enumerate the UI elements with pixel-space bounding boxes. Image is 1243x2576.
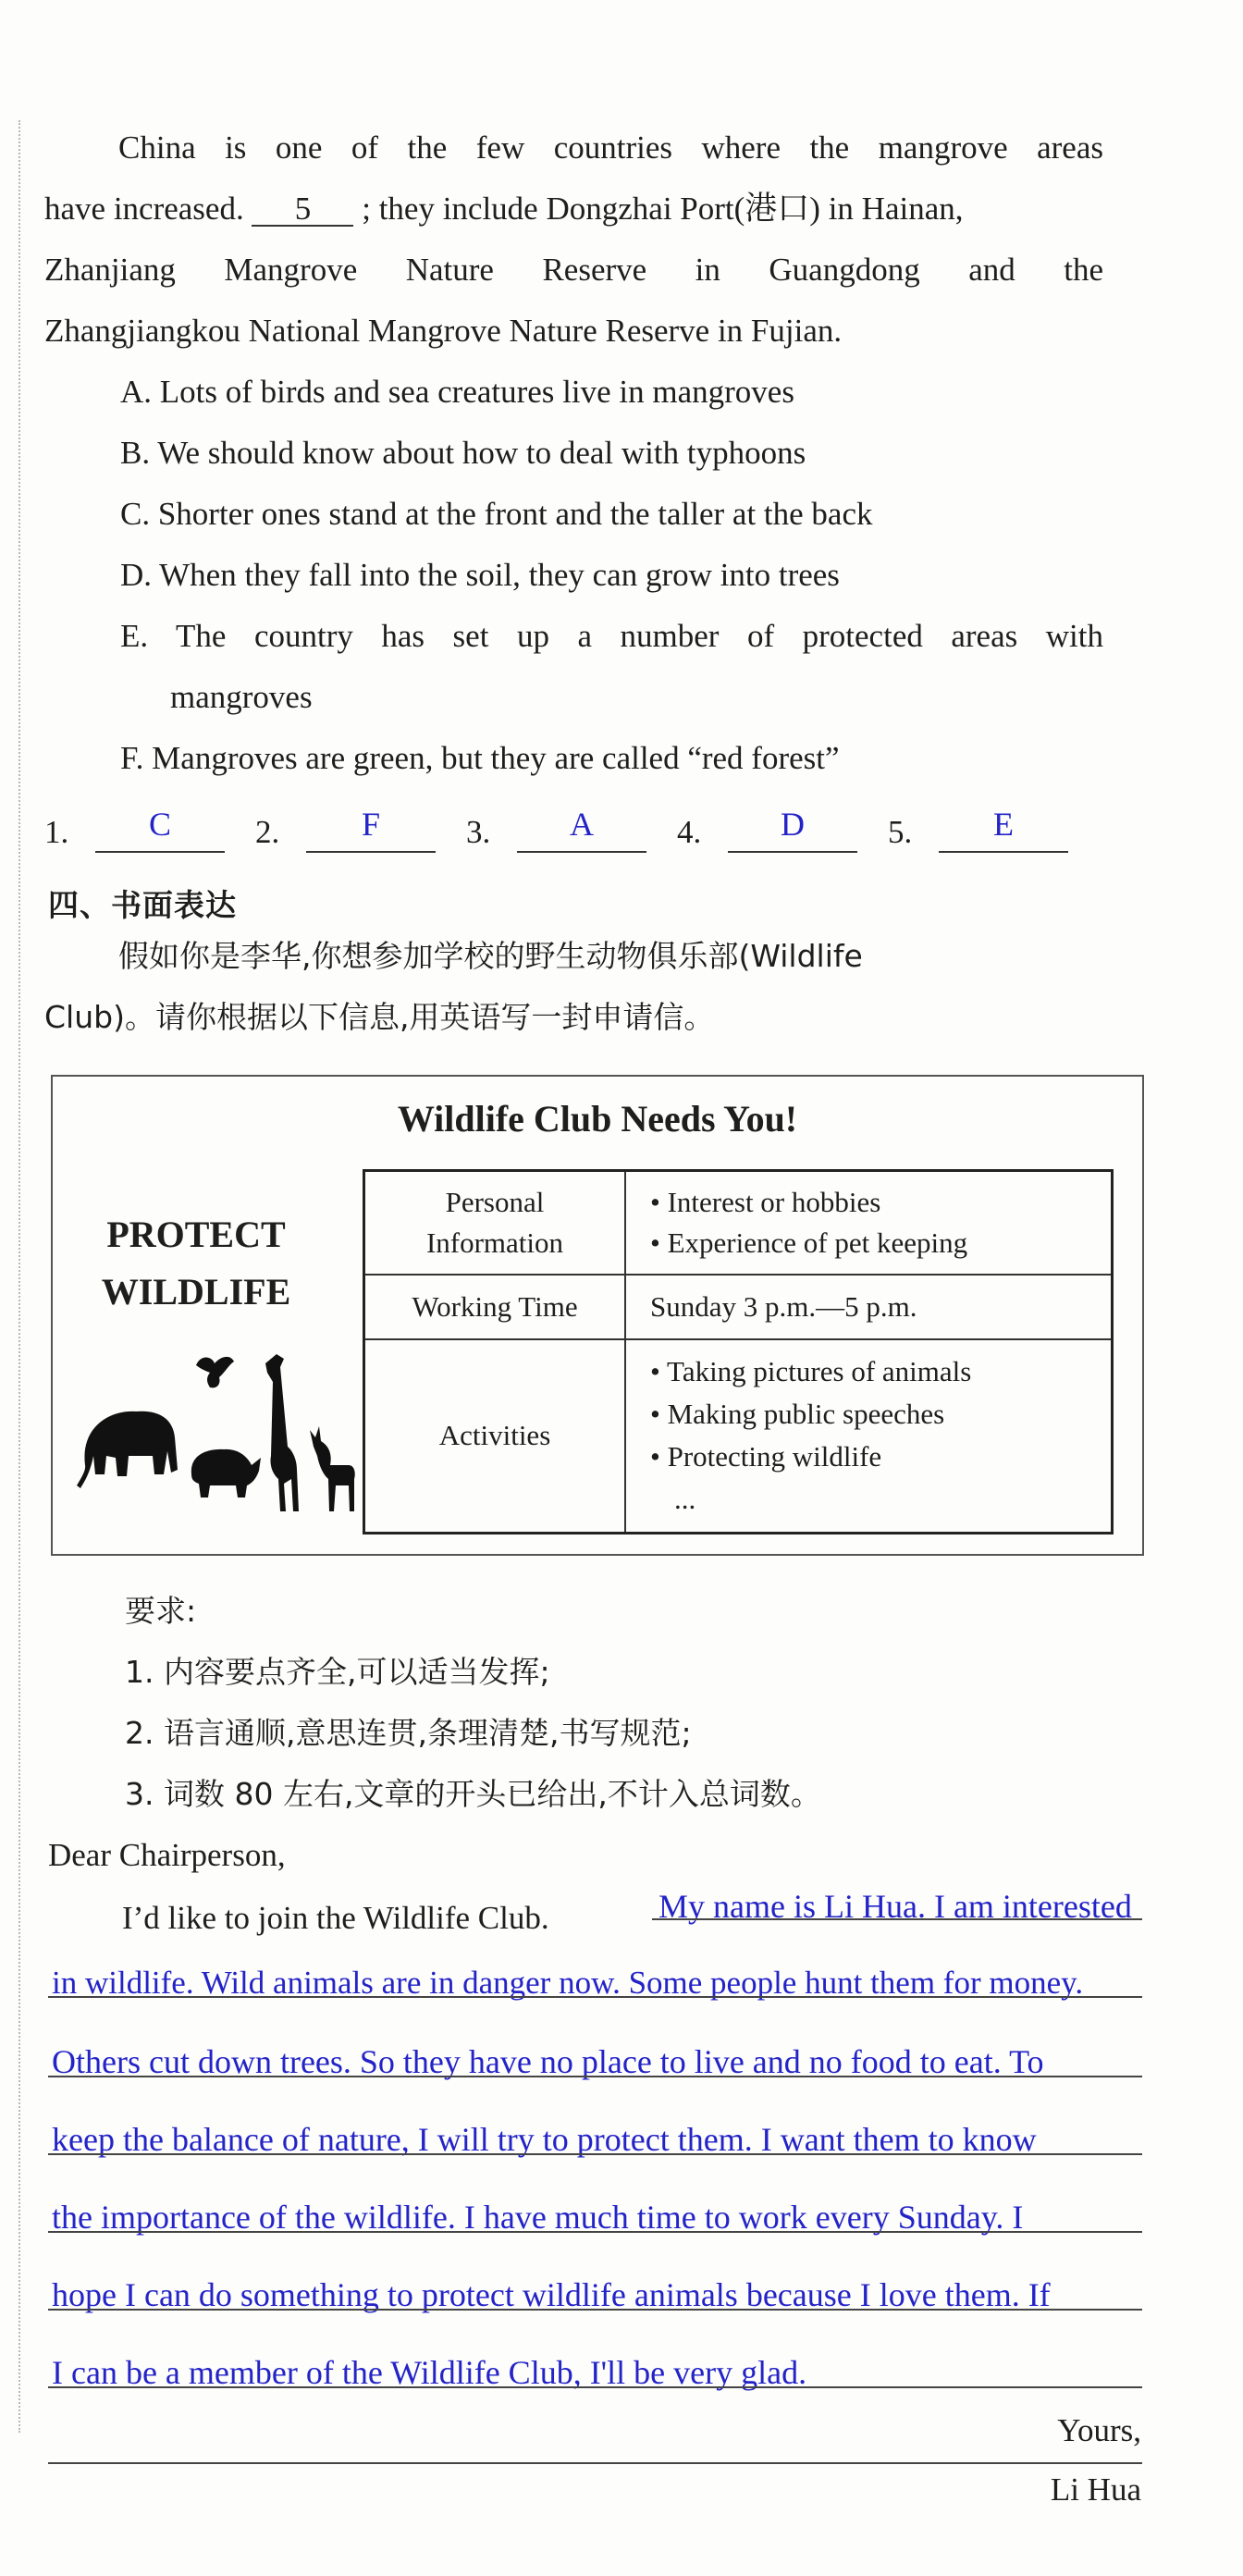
row-value-activities bbox=[625, 1339, 1113, 1534]
writing-line bbox=[48, 2153, 1142, 2155]
requirement-2: 2. 语言通顺,意思连贯,条理清楚,书写规范; bbox=[125, 1715, 692, 1751]
requirement-1: 1. 内容要点齐全,可以适当发挥; bbox=[125, 1654, 550, 1690]
row-label-working-time: Working Time bbox=[364, 1275, 626, 1339]
passage-line-3: Zhanjiang Mangrove Nature Reserve in Guangdong and the bbox=[44, 252, 1103, 288]
writing-line bbox=[652, 1918, 1142, 1920]
list-item: • Experience of pet keeping bbox=[650, 1226, 968, 1259]
poster-info-table bbox=[363, 1169, 1114, 1535]
prompt-line-2: Club)。请你根据以下信息,用英语写一封申请信。 bbox=[44, 999, 715, 1035]
answer-blank bbox=[517, 851, 646, 853]
wildlife-line: WILDLIFE bbox=[101, 1271, 291, 1313]
answer-number: 4. bbox=[677, 814, 702, 850]
passage-line-2-text: have increased. bbox=[44, 191, 244, 227]
protect-line: PROTECT bbox=[106, 1214, 286, 1255]
writing-line bbox=[48, 1996, 1142, 1998]
answer-item-2 bbox=[255, 806, 381, 851]
label-line: Personal bbox=[445, 1185, 545, 1218]
passage-line-1: China is one of the few countries where the mangrove areas bbox=[118, 129, 1103, 166]
passage-line-4: Zhangjiangkou National Mangrove Nature Reserve in Fujian. bbox=[44, 313, 843, 349]
writing-line bbox=[48, 2462, 1142, 2464]
letter-closing: Yours, bbox=[1057, 2412, 1141, 2448]
requirement-3: 3. 词数 80 左右,文章的开头已给出,不计入总词数。 bbox=[125, 1776, 821, 1812]
answer-blank bbox=[306, 851, 436, 853]
row-label-activities: Activities bbox=[364, 1339, 626, 1534]
list-item: ... bbox=[674, 1483, 696, 1516]
protect-wildlife-heading bbox=[90, 1206, 302, 1321]
answer-item-4 bbox=[677, 806, 805, 851]
answer-value: E bbox=[993, 806, 1014, 843]
answer-blank bbox=[939, 851, 1068, 853]
option-a: A. Lots of birds and sea creatures live in mangroves bbox=[120, 374, 794, 410]
passage-line-2-rest: ; they include Dongzhai Port(港口) in Hainan, bbox=[362, 191, 964, 227]
answer-item-5 bbox=[888, 806, 1014, 851]
section-title: 四、书面表达 bbox=[48, 887, 237, 923]
answer-value: A bbox=[570, 806, 594, 843]
answer-number: 2. bbox=[255, 814, 280, 850]
answer-item-1 bbox=[44, 806, 171, 851]
animal-silhouettes-icon bbox=[71, 1326, 376, 1521]
answer-value: F bbox=[361, 806, 381, 843]
answer-number: 1. bbox=[44, 814, 69, 850]
essay-line-5: the importance of the wildlife. I have much time to work every Sunday. I bbox=[52, 2199, 1024, 2236]
letter-signature: Li Hua bbox=[1050, 2471, 1141, 2508]
club-poster bbox=[51, 1075, 1144, 1556]
answer-number: 3. bbox=[466, 814, 491, 850]
table-row-activities bbox=[364, 1339, 1113, 1534]
list-item: • Interest or hobbies bbox=[650, 1185, 881, 1218]
letter-salutation: Dear Chairperson, bbox=[48, 1837, 286, 1873]
essay-line-1: My name is Li Hua. I am interested bbox=[658, 1888, 1132, 1925]
essay-line-2: in wildlife. Wild animals are in danger now. Some people hunt them for money. bbox=[52, 1965, 1084, 2001]
row-value-personal bbox=[625, 1171, 1113, 1275]
answer-value: C bbox=[148, 806, 171, 843]
writing-line bbox=[48, 2076, 1142, 2077]
list-item: • Protecting wildlife bbox=[650, 1440, 882, 1473]
answer-blank bbox=[728, 851, 857, 853]
option-e: E. The country has set up a number of protected areas with bbox=[120, 618, 1103, 654]
essay-line-3: Others cut down trees. So they have no place to live and no food to eat. To bbox=[52, 2043, 1044, 2080]
passage-blank-5: 5 bbox=[252, 193, 353, 227]
passage-line-2 bbox=[44, 189, 964, 229]
list-item: • Taking pictures of animals bbox=[650, 1355, 972, 1388]
label-line: Information bbox=[425, 1226, 564, 1259]
answer-blank bbox=[95, 851, 225, 853]
table-row-personal bbox=[364, 1171, 1113, 1275]
essay-line-7: I can be a member of the Wildlife Club, I'll be very glad. bbox=[52, 2354, 807, 2391]
option-f: F. Mangroves are green, but they are called “red forest” bbox=[120, 740, 840, 776]
requirements-heading: 要求: bbox=[125, 1593, 197, 1629]
letter-opening: I’d like to join the Wildlife Club. bbox=[122, 1900, 549, 1936]
answer-number: 5. bbox=[888, 814, 913, 850]
writing-line bbox=[48, 2309, 1142, 2311]
writing-line bbox=[48, 2386, 1142, 2388]
option-b: B. We should know about how to deal with typhoons bbox=[120, 435, 806, 471]
answer-item-3 bbox=[466, 806, 594, 851]
answer-value: D bbox=[781, 806, 805, 843]
table-row-working-time bbox=[364, 1275, 1113, 1339]
poster-title: Wildlife Club Needs You! bbox=[397, 1098, 798, 1140]
row-value-working-time: Sunday 3 p.m.—5 p.m. bbox=[625, 1275, 1113, 1339]
option-e-continued: mangroves bbox=[170, 679, 313, 715]
prompt-line-1: 假如你是李华,你想参加学校的野生动物俱乐部(Wildlife bbox=[118, 938, 863, 974]
list-item: • Making public speeches bbox=[650, 1398, 945, 1431]
essay-line-6: hope I can do something to protect wildlife animals because I love them. If bbox=[52, 2276, 1051, 2313]
option-c: C. Shorter ones stand at the front and the taller at the back bbox=[120, 496, 873, 532]
option-d: D. When they fall into the soil, they can grow into trees bbox=[120, 557, 840, 593]
essay-line-4: keep the balance of nature, I will try to protect them. I want them to know bbox=[52, 2121, 1037, 2158]
row-label-personal bbox=[364, 1171, 626, 1275]
writing-line bbox=[48, 2231, 1142, 2233]
